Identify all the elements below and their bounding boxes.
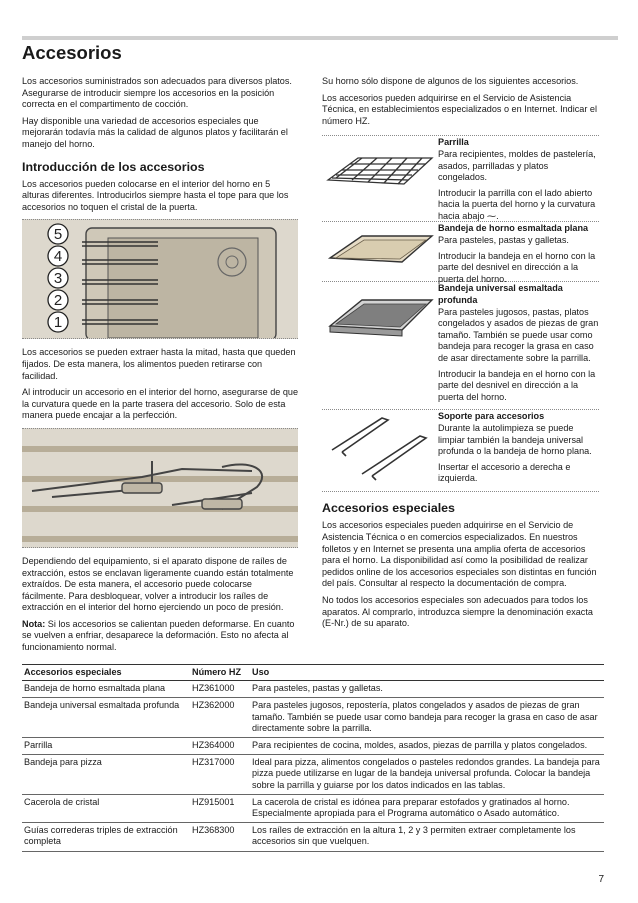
left-column — [22, 76, 298, 659]
use-cell: La cacerola de cristal es idónea para preparar estofados y gratinados al horno. Especialmente apropiada para el Programa automático o Asado automático. — [250, 794, 604, 822]
table-row — [22, 823, 604, 851]
deep-tray-image — [322, 282, 436, 409]
hz-number-cell: HZ915001 — [190, 794, 250, 822]
use-cell: Para recipientes de cocina, moldes, asados, piezas de parrilla y platos congelados. — [250, 738, 604, 755]
accessory-name: Soporte para accesorios — [438, 411, 545, 422]
table-row — [22, 738, 604, 755]
intro-paragraph: Los accesorios suministrados son adecuados para diversos platos. Asegurarse de introducir siempre los accesorios en la posición correcta en el compartimento de cocción. — [22, 76, 292, 110]
intro-paragraph-2: Hay disponible una variedad de accesorios especiales que mejorarán todavía más la calidad de algunos platos y facilitarán el manejo del horno. — [22, 115, 288, 149]
level-label-4: 4 — [53, 248, 63, 266]
table-header-row — [22, 665, 604, 681]
compatibility-paragraph: No todos los accesorios especiales son adecuados para todos los aparatos. Al comprarlo, introduzca siempre la denominación exacta (E-Nr.) de su aparato. — [322, 594, 593, 629]
column-header: Accesorios especiales — [22, 665, 190, 681]
hz-number-cell: HZ364000 — [190, 738, 250, 755]
section-heading-special: Accesorios especiales — [322, 501, 455, 516]
accessory-support — [322, 409, 599, 491]
note-text: Si los accesorios se calientan pueden deformarse. En cuanto se vuelven a enfriar, desaparece la deformación. Esto no afecta al funcionamiento normal. — [22, 618, 295, 653]
level-label-1: 1 — [53, 314, 63, 332]
accessory-cell: Guías correderas triples de extracción completa — [22, 823, 190, 851]
accessory-flat-tray — [322, 221, 599, 284]
curvature-paragraph: Al introducir un accesorio en el interior del horno, asegurarse de que la curvatura quede en la parte trasera del accesorio. Solo de esta manera puede encajar a la perfección. — [22, 387, 299, 421]
section-heading-insert: Introducción de los accesorios — [22, 159, 205, 174]
hz-number-cell: HZ361000 — [190, 681, 250, 698]
availability-paragraph: Su horno sólo dispone de algunos de los siguientes accesorios. — [322, 76, 579, 86]
accessory-cell: Cacerola de cristal — [22, 794, 190, 822]
rail-detail-illustration — [22, 428, 298, 548]
accessory-cell: Bandeja para pizza — [22, 755, 190, 795]
special-accessories-table — [22, 664, 604, 852]
table-row — [22, 794, 604, 822]
level-label-2: 2 — [53, 292, 63, 310]
extract-paragraph: Los accesorios se pueden extraer hasta la mitad, hasta que queden fijados. De esta manera, los alimentos pueden retirarse con facilidad. — [22, 347, 296, 381]
note-paragraph — [22, 619, 298, 654]
hz-number-cell: HZ362000 — [190, 698, 250, 738]
accessory-deep-tray — [322, 281, 599, 409]
accessory-grill-rack — [322, 135, 599, 221]
levels-paragraph: Los accesorios pueden colocarse en el interior del horno en 5 alturas diferentes. Introducirlos siempre hasta el tope para que los accesorios no toquen el cristal de la puerta. — [22, 178, 289, 212]
accessory-note: Insertar el accesorio a derecha e izquierda. — [438, 461, 571, 484]
use-cell: Los raíles de extracción en la altura 1, 2 y 3 permiten extraer completamente los accesorios sin que vuelquen. — [250, 823, 604, 851]
accessory-cell: Parrilla — [22, 738, 190, 755]
accessory-note: Introducir la bandeja en el horno con la parte del desnivel en dirección a la puerta del horno. — [438, 368, 596, 402]
hz-number-cell: HZ317000 — [190, 755, 250, 795]
note-label: Nota: — [22, 618, 46, 629]
table-row — [22, 681, 604, 698]
page-number: 7 — [598, 874, 604, 885]
accessory-list — [322, 135, 599, 492]
hz-number-cell: HZ368300 — [190, 823, 250, 851]
oven-levels-illustration — [22, 219, 298, 339]
use-cell: Para pasteles, pastas y galletas. — [250, 681, 604, 698]
flat-tray-image — [322, 222, 436, 281]
column-header: Número HZ — [190, 665, 250, 681]
use-cell: Ideal para pizza, alimentos congelados o pasteles redondos grandes. La bandeja para pizza puede utilizarse en lugar de la bandeja universal profunda. Colocar la bandeja sobre la parrilla y guiarse por los datos indicados en las tablas. — [250, 755, 604, 795]
accessory-desc: Para pasteles jugosos, pastas, platos congelados y asados de piezas de gran tamaño. También se puede usar como bandeja para recoger la grasa en caso de asar directamente sobre la parrilla. — [438, 306, 599, 363]
accessory-cell: Bandeja universal esmaltada profunda — [22, 698, 190, 738]
special-paragraph: Los accesorios especiales pueden adquirirse en el Servicio de Asistencia Técnica o en comercios especializados. En nuestros folletos y en Internet se presenta una amplia oferta de accesorios para el horno. La disponibilidad así como la posibilidad de realizar pedidos online de los accesorios especiales son distintas en función del país. Consultar al respecto la documentación de compra. — [322, 520, 597, 589]
accessory-desc: Durante la autolimpieza se puede limpiar también la bandeja universal profunda o la bandeja de horno plana. — [438, 422, 592, 457]
right-column — [322, 76, 599, 635]
accessory-name: Bandeja de horno esmaltada plana — [438, 223, 589, 234]
header-rule — [22, 36, 618, 40]
use-cell: Para pasteles jugosos, repostería, platos congelados y asados de piezas de gran tamaño. También se puede usar como bandeja para recoger la grasa en caso de asar directamente sobre la parrilla. — [250, 698, 604, 738]
rails-paragraph: Dependiendo del equipamiento, si el aparato dispone de raíles de extracción, estos se enclavan ligeramente cuando están totalmente extraídos. De esta manera, el accesorio puede colocarse fácilmente. Para desbloquear, volver a introducir los raíles de extracción en el interior del horno ejerciendo un poco de presión. — [22, 555, 294, 613]
table-row — [22, 698, 604, 738]
accessory-desc: Para pasteles, pastas y galletas. — [438, 234, 569, 245]
accessory-note: Introducir la bandeja en el horno con la parte del desnivel en dirección a la puerta del horno. — [438, 250, 596, 284]
accessory-cell: Bandeja de horno esmaltada plana — [22, 681, 190, 698]
level-label-3: 3 — [53, 270, 63, 288]
accessory-note: Introducir la parrilla con el lado abierto hacia la puerta del horno y la curvatura hacia abajo ⁓. — [438, 187, 596, 221]
accessory-name: Parrilla — [438, 137, 469, 148]
accessory-desc: Para recipientes, moldes de pastelería, asados, parrilladas y platos congelados. — [438, 148, 596, 183]
support-image — [322, 410, 436, 491]
purchase-paragraph: Los accesorios pueden adquirirse en el Servicio de Asistencia Técnica, en establecimientos especializados o en Internet. Indicar el número HZ. — [322, 92, 597, 126]
table-row — [22, 755, 604, 795]
level-label-5: 5 — [53, 226, 63, 244]
grill-rack-image — [322, 136, 436, 221]
column-header: Uso — [250, 665, 604, 681]
page-title: Accesorios — [22, 42, 122, 63]
accessory-name: Bandeja universal esmaltada profunda — [438, 283, 563, 305]
